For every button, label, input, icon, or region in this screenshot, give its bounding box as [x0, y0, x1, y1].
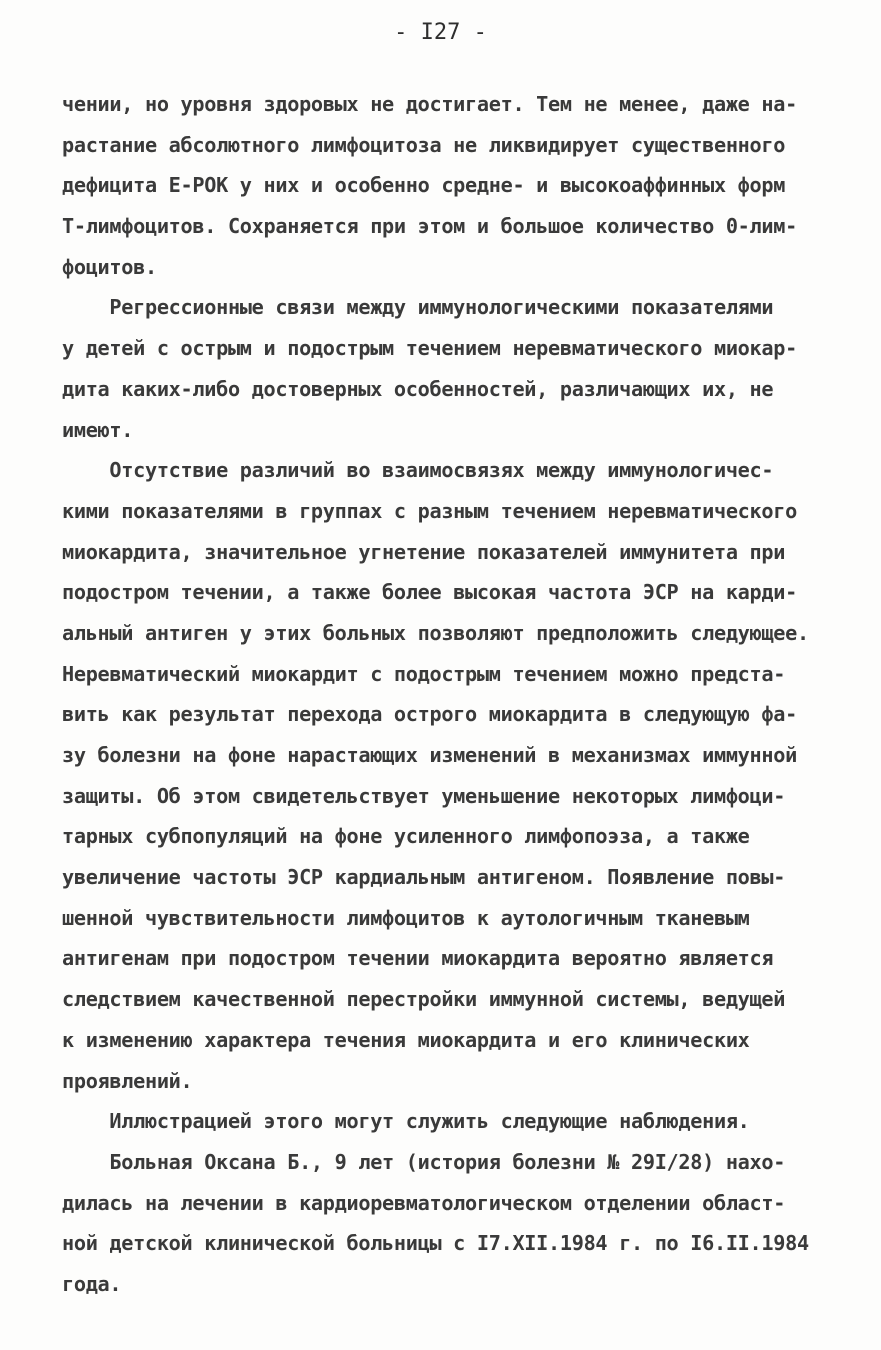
text-line: у детей с острым и подострым течением неревматического миокар- — [62, 336, 797, 361]
text-line: фоцитов. — [62, 254, 157, 279]
text-line: защиты. Об этом свидетельствует уменьшение некоторых лимфоци- — [62, 783, 786, 808]
text-line: альный антиген у этих больных позволяют предположить следующее. — [62, 620, 809, 645]
text-line: вить как результат перехода острого миокардита в следующую фа- — [62, 702, 797, 727]
text-line: Регрессионные связи между иммунологическими показателями — [62, 295, 774, 320]
text-line: увеличение частоты ЭСР кардиальным антигеном. Появление повы- — [62, 865, 786, 890]
text-line: имеют. — [62, 417, 134, 442]
paragraph — [62, 1142, 832, 1305]
page-number: - I27 - — [394, 20, 487, 45]
text-line: Неревматический миокардит с подострым течением можно предста- — [62, 661, 786, 686]
paragraph — [62, 84, 832, 287]
text-line: дилась на лечении в кардиоревматологическом отделении област- — [62, 1190, 786, 1215]
text-line: кими показателями в группах с разным течением неревматического — [62, 498, 797, 523]
text-line: миокардита, значительное угнетение показателей иммунитета при — [62, 539, 786, 564]
text-line: проявлений. — [62, 1068, 193, 1093]
text-line: Отсутствие различий во взаимосвязях между иммунологичес- — [62, 458, 774, 483]
text-line: Больная Оксана Б., 9 лет (история болезни № 29I/28) нахо- — [62, 1149, 786, 1174]
text-line: шенной чувствительности лимфоцитов к аутологичным тканевым — [62, 905, 750, 930]
text-line: растание абсолютного лимфоцитоза не ликвидирует существенного — [62, 132, 786, 157]
text-line: подостром течении, а также более высокая частота ЭСР на карди- — [62, 580, 797, 605]
paragraph — [62, 1101, 832, 1142]
text-line: тарных субпопуляций на фоне усиленного лимфопоэза, а также — [62, 824, 750, 849]
text-line: Иллюстрацией этого могут служить следующие наблюдения. — [62, 1109, 750, 1134]
text-line: Т-лимфоцитов. Сохраняется при этом и большое количество 0-лим- — [62, 214, 797, 239]
text-line: ной детской клинической больницы с I7.XII.1984 г. по I6.II.1984 — [62, 1231, 809, 1256]
text-line: дита каких-либо достоверных особенностей, различающих их, не — [62, 376, 774, 401]
paragraph — [62, 450, 832, 1101]
text-line: года. — [62, 1271, 122, 1296]
text-line: к изменению характера течения миокардита и его клинических — [62, 1027, 750, 1052]
text-line: следствием качественной перестройки иммунной системы, ведущей — [62, 987, 786, 1012]
paragraph — [62, 287, 832, 450]
text-line: зу болезни на фоне нарастающих изменений в механизмах иммунной — [62, 743, 797, 767]
body-text — [62, 84, 832, 1305]
text-line: антигенам при подостром течении миокардита вероятно является — [62, 946, 774, 971]
text-line: чении, но уровня здоровых не достигает. Тем не менее, даже на- — [62, 92, 797, 116]
text-line: дефицита Е-РОК у них и особенно средне- и высокоаффинных форм — [62, 173, 786, 198]
